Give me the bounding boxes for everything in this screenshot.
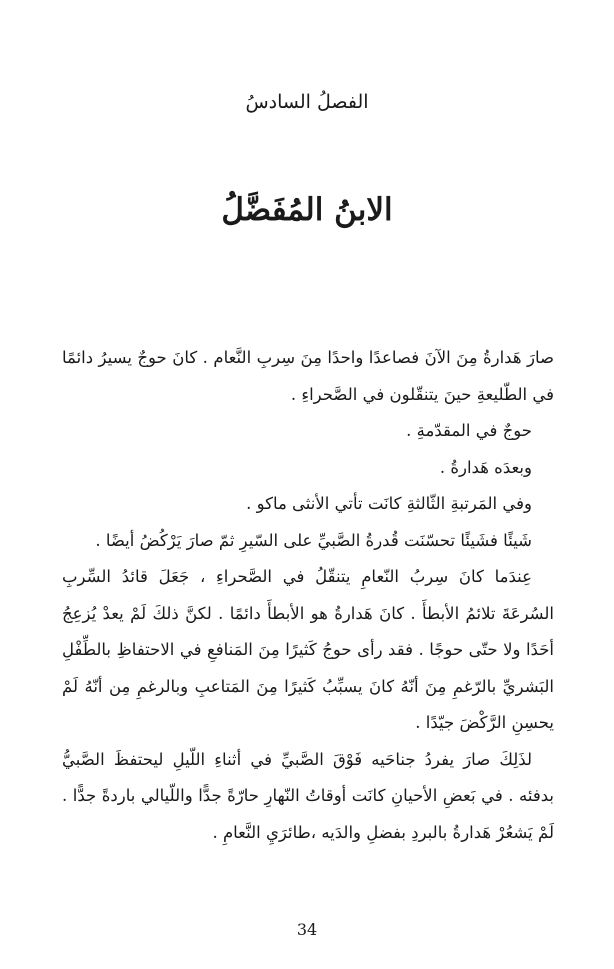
chapter-label: الفصلُ السادسُ [245, 91, 369, 113]
chapter-body [62, 340, 554, 851]
paragraph: عِندَما كانَ سِربُ النّعامِ يتنقّلُ في الصَّحراءِ ، جَعَلَ قائدُ السِّربِ السُرعَةَ تلائمُ الأبطأَ . كانَ هَدارةُ هو الأبطأَ دائمًا . لكنَّ ذلكَ لَمْ يعدْ يُزعِجُ أحَدًا ولا حتّى حوجًا . فقد رأى حوجُ كَثيرًا مِنَ المَنافعِ في الاحتفاظِ بالطِّفْلِ البَشريِّ بالرّغمِ مِنَ أنّهُ كانَ يسبِّبُ كَثيرًا مِنَ المَتاعبِ وبالرغمِ مِن أنّهُ لَمْ يحسِنِ الرَّكْضَ جيّدًا . [62, 567, 554, 732]
paragraph: صارَ هَدارةُ مِنَ الآنَ فصاعدًا واحدًا مِنَ سِربِ النَّعام . كانَ حوجٌ يسيرُ دائمًا في الطّليعةِ حينَ يتنقّلون في الصَّحراءِ . [62, 348, 554, 404]
paragraph: شَيئًا فشَيئًا تحسّنَت قُدرةُ الصَّبيِّ على السّيرِ ثمّ صارَ يَرْكُضُ أيضًا . [95, 530, 532, 550]
paragraph: لذَلِكَ صارَ يفردُ جناحَيه فَوْقَ الصَّبيِّ في أثناءِ اللّيلِ ليحتفظَ الصَّبيُّ بدفئه . في بَعضِ الأحيانِ كانَت أوقاتُ النّهارِ حارّةً جدًّا واللّيالي باردةً جدًّا . لَمْ يَشعُرْ هَدارةُ بالبردِ بفضلِ والدَيه ،طائرَيِ النَّعامِ . [62, 749, 554, 842]
paragraph: وبعدَه هَدارةُ . [439, 457, 532, 477]
page-number: 34 [296, 920, 318, 939]
paragraph: وفي المَرتبةِ الثّالثةِ كانَت تأتي الأنثى ماكو . [246, 494, 532, 513]
chapter-title: الابنُ المُفَضَّلُ [221, 192, 393, 228]
paragraph: حوجٌ في المقدّمةِ . [406, 421, 532, 440]
